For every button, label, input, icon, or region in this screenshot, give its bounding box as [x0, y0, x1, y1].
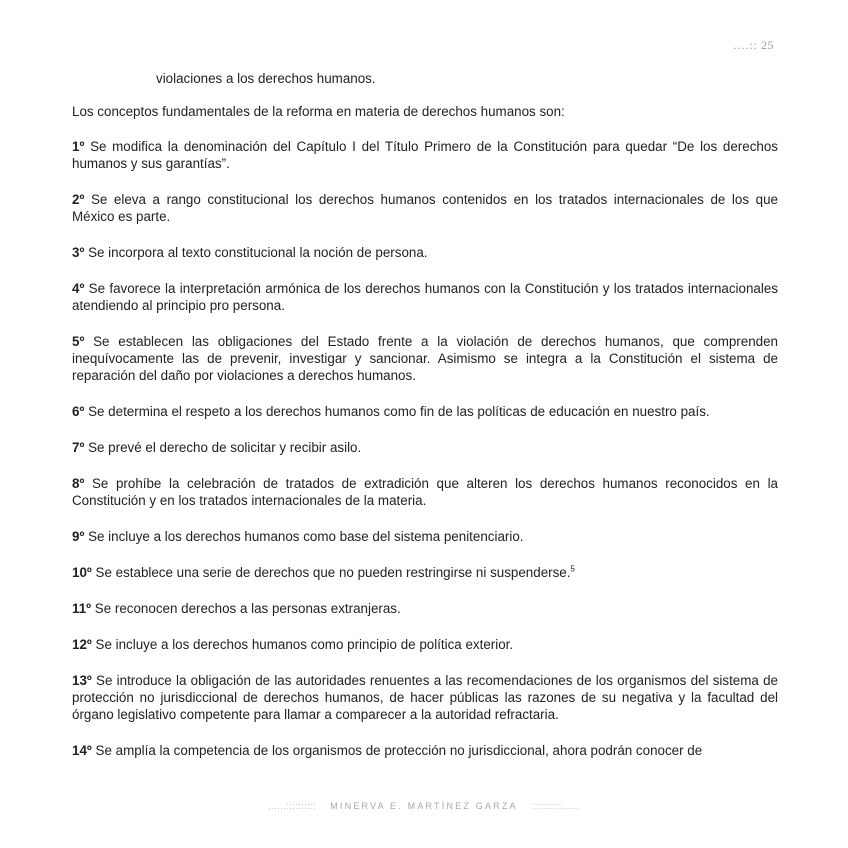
list-item — [72, 742, 778, 759]
item-number: 1º — [72, 139, 85, 154]
item-number: 14º — [72, 743, 92, 758]
numbered-list — [72, 138, 778, 759]
item-number: 13º — [72, 673, 92, 688]
list-item — [72, 191, 778, 225]
item-text: Se determina el respeto a los derechos humanos como fin de las políticas de educación en nuestro país. — [88, 404, 710, 419]
list-item — [72, 439, 778, 456]
footer-right-dots: ::::::::::...... — [531, 801, 580, 811]
item-text: Se modifica la denominación del Capítulo I del Título Primero de la Constitución para quedar “De los derechos humanos y sus garantías”. — [72, 139, 778, 171]
list-item — [72, 564, 778, 581]
list-item — [72, 333, 778, 384]
item-number: 9º — [72, 529, 85, 544]
item-text: Se amplía la competencia de los organismos de protección no jurisdiccional, ahora podrán conocer de — [95, 743, 703, 758]
item-text: Se eleva a rango constitucional los derechos humanos contenidos en los tratados internacionales de los que México es parte. — [72, 192, 778, 224]
page-number — [733, 38, 774, 53]
list-item — [72, 244, 778, 261]
item-text: Se prohíbe la celebración de tratados de extradición que alteren los derechos humanos reconocidos en la Constitución y en los tratados internacionales de la materia. — [72, 476, 778, 508]
item-number: 4º — [72, 281, 85, 296]
item-number: 10º — [72, 565, 92, 580]
item-number: 6º — [72, 404, 85, 419]
item-text: Se establece una serie de derechos que no pueden restringirse ni suspenderse. — [95, 565, 571, 580]
continuation-text: violaciones a los derechos humanos. — [156, 71, 376, 86]
list-item — [72, 280, 778, 314]
item-number: 2º — [72, 192, 85, 207]
item-text: Se introduce la obligación de las autoridades renuentes a las recomendaciones de los organismos del sistema de protección no jurisdiccional de derechos humanos, de hacer públicas las razones de su negativa y la facultad del órgano legislativo competente para llamar a comparecer a la autoridad refractaria. — [72, 673, 778, 722]
list-item — [72, 475, 778, 509]
list-item — [72, 138, 778, 172]
item-text: Se establecen las obligaciones del Estado frente a la violación de derechos humanos, que comprenden inequívocamente las de prevenir, investigar y sancionar. Asimismo se integra a la Constitución el sistema de reparación del daño por violaciones a derechos humanos. — [72, 334, 778, 383]
list-item — [72, 672, 778, 723]
document-body — [72, 70, 778, 778]
item-number: 8º — [72, 476, 85, 491]
intro-paragraph: Los conceptos fundamentales de la reforma en materia de derechos humanos son: — [72, 104, 565, 119]
page-number-dots: ....:: — [733, 38, 758, 52]
item-text: Se incluye a los derechos humanos como base del sistema penitenciario. — [88, 529, 524, 544]
item-text: Se reconocen derechos a las personas extranjeras. — [94, 601, 401, 616]
item-text: Se favorece la interpretación armónica de los derechos humanos con la Constitución y los tratados internacionales atendiendo al principio pro persona. — [72, 281, 778, 313]
item-text: Se incorpora al texto constitucional la noción de persona. — [88, 245, 428, 260]
item-number: 12º — [72, 637, 92, 652]
item-number: 11º — [72, 601, 92, 616]
footer-left-dots: ......:::::::::: — [268, 801, 317, 811]
item-text: Se incluye a los derechos humanos como principio de política exterior. — [95, 637, 514, 652]
item-number: 5º — [72, 334, 85, 349]
footnote-marker[interactable]: 5 — [570, 564, 575, 574]
item-number: 7º — [72, 440, 85, 455]
list-item — [72, 528, 778, 545]
item-number: 3º — [72, 245, 85, 260]
page-number-value: 25 — [761, 38, 774, 52]
item-text: Se prevé el derecho de solicitar y recibir asilo. — [88, 440, 362, 455]
list-item — [72, 636, 778, 653]
page-footer — [0, 801, 848, 811]
list-item — [72, 600, 778, 617]
footer-author: MINERVA E. MARTÍNEZ GARZA — [330, 801, 518, 811]
list-item — [72, 403, 778, 420]
